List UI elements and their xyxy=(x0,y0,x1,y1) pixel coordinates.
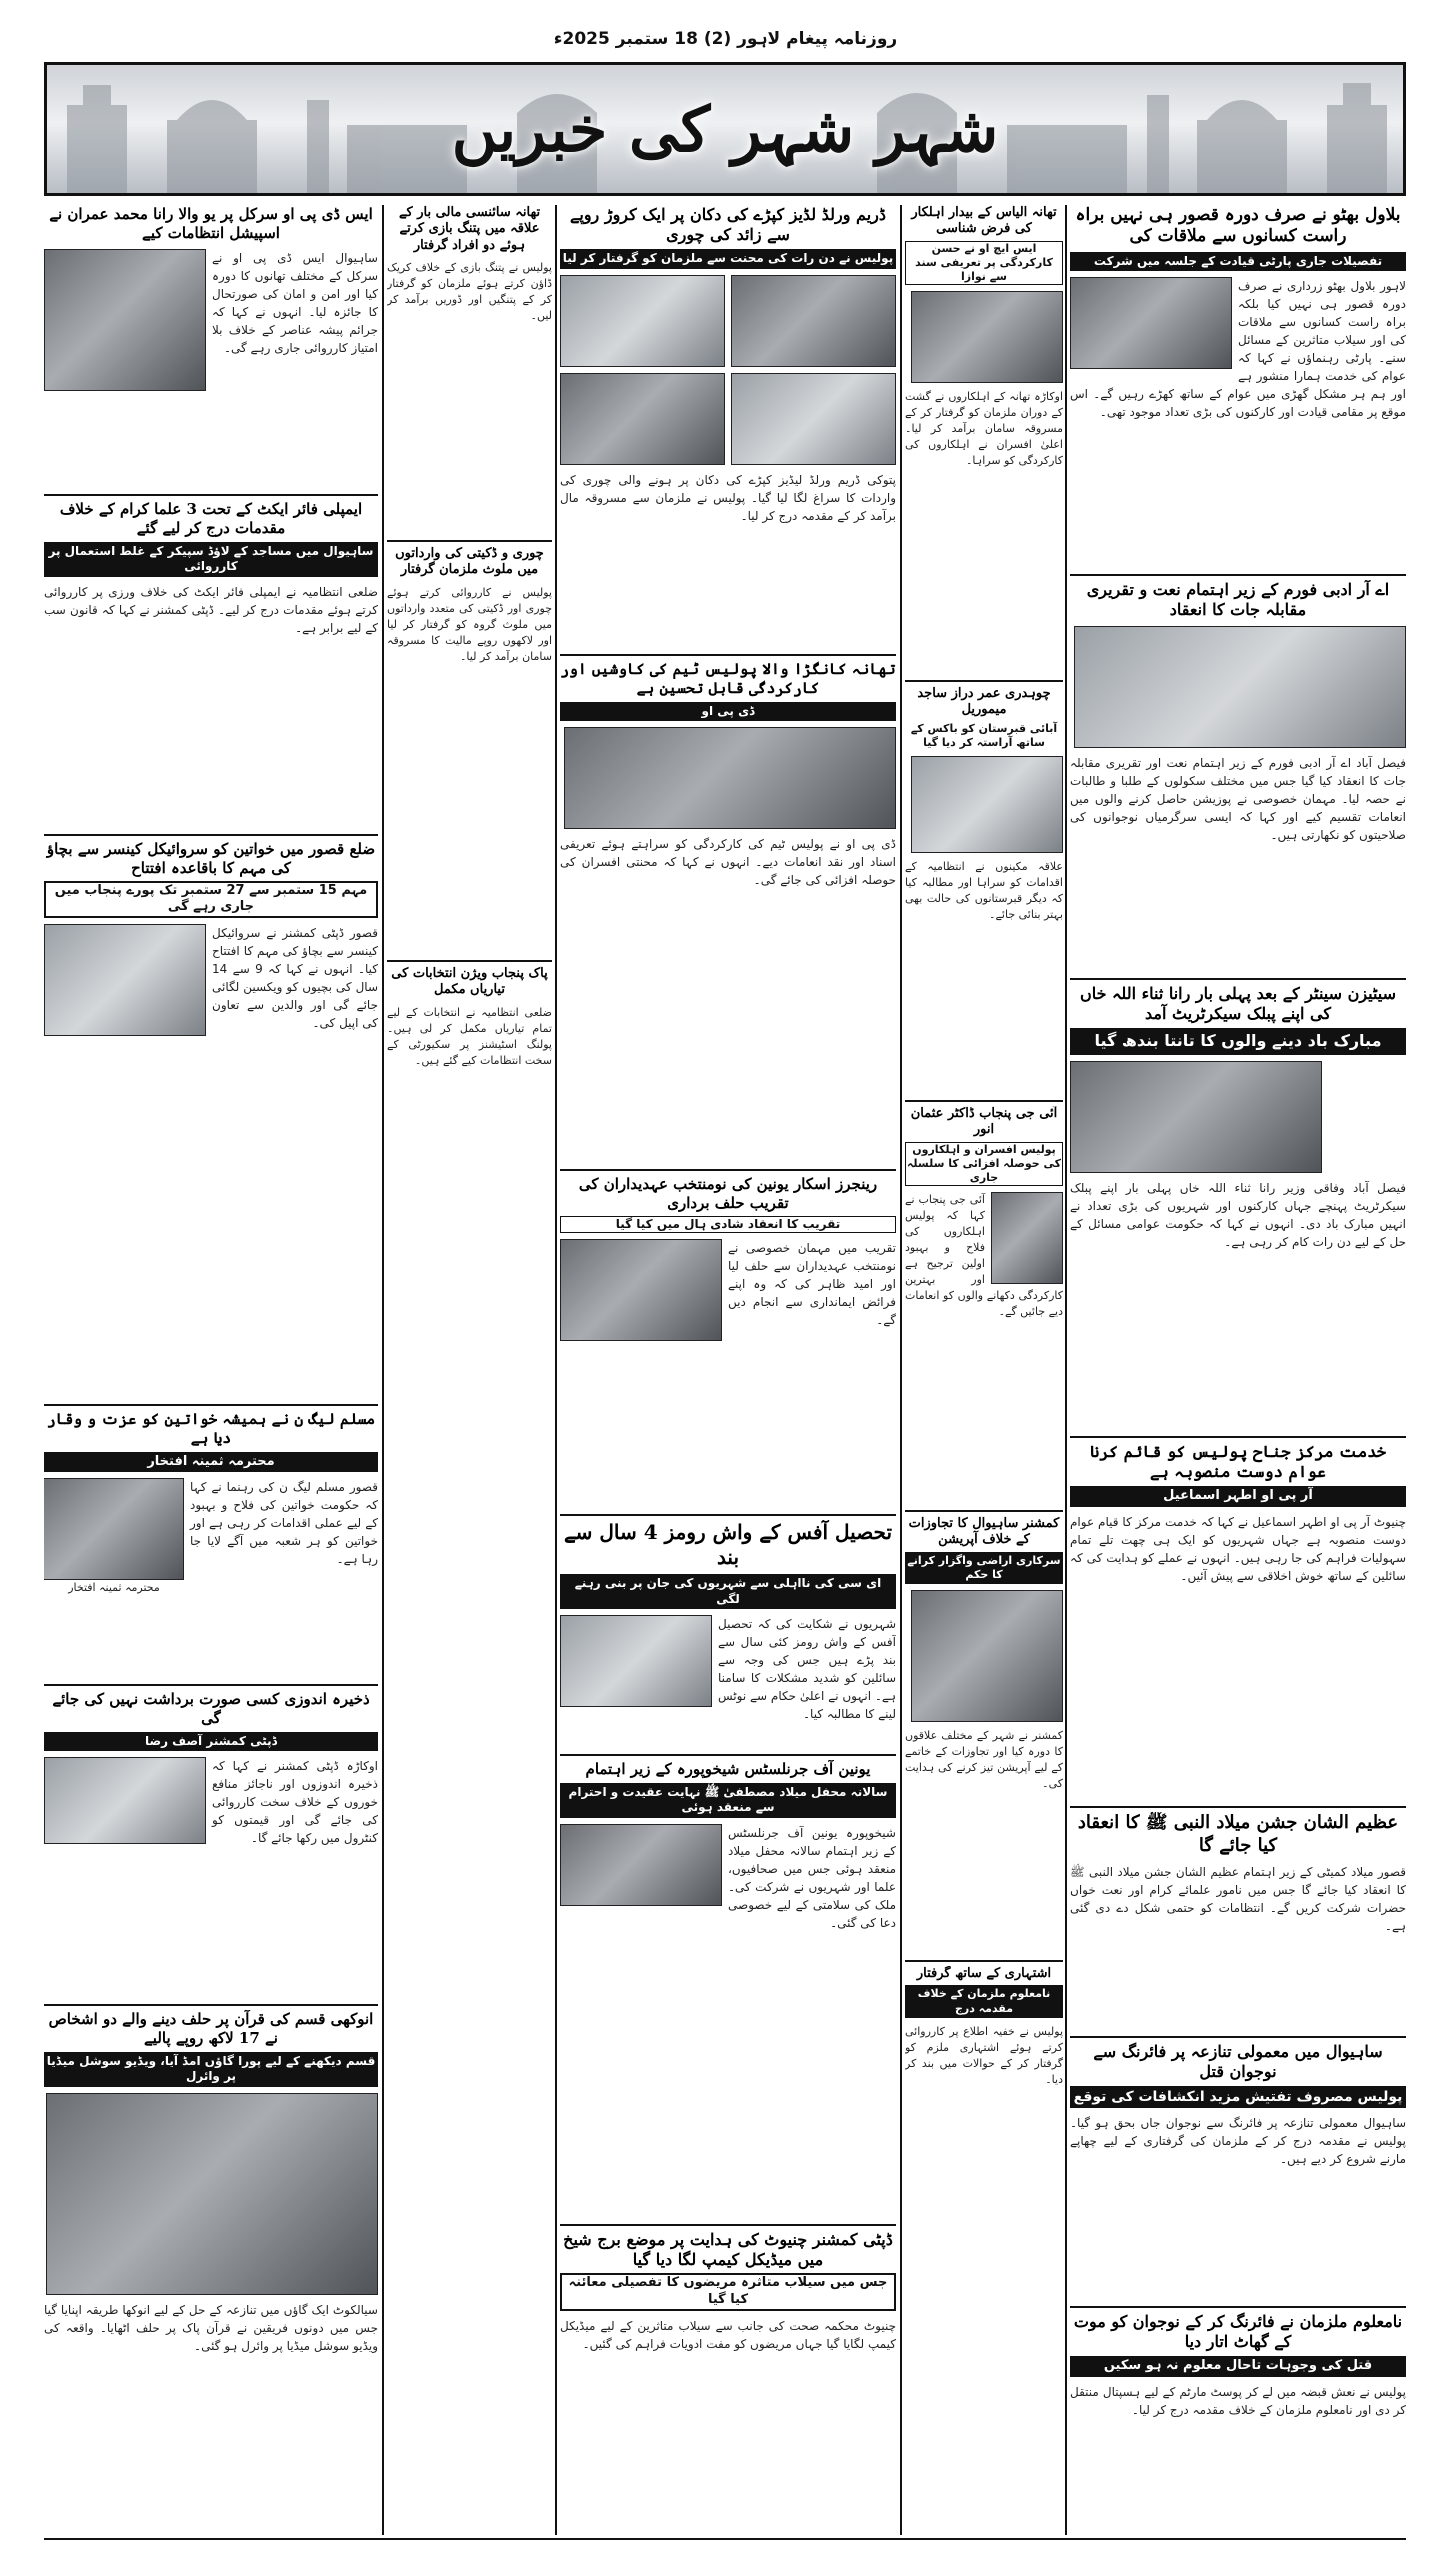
story-divider xyxy=(1070,2036,1406,2038)
column-rule xyxy=(900,205,902,2535)
story-headline: نامعلوم ملزمان نے فائرنگ کر کے نوجوان کو موت کے گھاٹ اتار دیا xyxy=(1073,2312,1403,2351)
story-firing-sahiwal xyxy=(1070,2042,1406,2302)
story-photo xyxy=(44,249,206,391)
story-sdpo xyxy=(44,205,378,490)
story-commissioner xyxy=(905,1516,1063,1956)
story-divider xyxy=(387,540,552,542)
story-thana-ilyas xyxy=(905,205,1063,675)
story-body: قصور میلاد کمیٹی کے زیر اہتمام عظیم الشان جشن میلاد النبی ﷺ کا انعقاد کیا جائے گا جس میں نامور علمائے کرام اور نعت خواں حضرات شرکت کریں گے۔ انتظامات کو حتمی شکل دے دی گئی ہے۔ xyxy=(1070,1865,1406,1933)
story-khidmat-markaz xyxy=(1070,1442,1406,1802)
story-theft-gang xyxy=(387,546,552,956)
story-photo xyxy=(564,727,896,829)
story-body: قصور ڈپٹی کمشنر نے سروائیکل کینسر سے بچاؤ کی مہم کا افتتاح کیا۔ انہوں نے کہا کہ 9 سے 14 سال کی بچیوں کو ویکسین لگائی جائے گی اور والدین سے تعاون کی اپیل کی۔ xyxy=(212,926,378,1031)
story-subhead: سرکاری اراضی واگزار کرانے کا حکم xyxy=(905,1552,1063,1585)
story-rana-sanaullah xyxy=(1070,984,1406,1432)
story-headline: چوہدری عمر دراز ساجد میموریل xyxy=(917,686,1051,718)
story-photo xyxy=(911,291,1063,383)
story-subhead: محترمہ ثمینہ افتخار xyxy=(44,1452,378,1473)
story-headline: ذخیرہ اندوزی کسی صورت برداشت نہیں کی جائے گی xyxy=(52,1690,370,1727)
story-divider xyxy=(560,2224,896,2226)
story-tehsil-office xyxy=(560,1520,896,1750)
story-muslim-league xyxy=(44,1410,378,1680)
story-headline: ڈپٹی کمشنر چنیوٹ کی ہدایت پر موضع برج شیخ میں میڈیکل کیمپ لگا دیا گیا xyxy=(563,2230,893,2269)
story-divider xyxy=(560,1169,896,1171)
story-subhead: سالانہ محفل میلاد مصطفیٰ ﷺ نہایت عقیدت و احترام سے منعقد ہوئی xyxy=(560,1783,896,1818)
story-photo xyxy=(46,2093,378,2295)
story-photo xyxy=(560,1239,722,1341)
story-rangers-union xyxy=(560,1175,896,1510)
column-rule xyxy=(555,205,557,2535)
story-headline: آئی جی پنجاب ڈاکٹر عثمان انور xyxy=(910,1106,1058,1138)
story-divider xyxy=(560,654,896,656)
story-body: اوکاڑہ تھانہ کے اہلکاروں نے گشت کے دوران ملزمان کو گرفتار کر کے مسروقہ سامان برآمد کر لیا۔ اعلیٰ افسران نے اہلکاروں کی کارکردگی کو سراہا۔ xyxy=(905,390,1063,468)
story-body: پولیس نے پتنگ بازی کے خلاف کریک ڈاؤن کرتے ہوئے ملزمان کو گرفتار کر کے پتنگیں اور ڈوریں برآمد کر لیں۔ xyxy=(387,260,552,322)
story-body: ساہیوال معمولی تنازعہ پر فائرنگ سے نوجوان جاں بحق ہو گیا۔ پولیس نے مقدمہ درج کر کے ملزمان کی گرفتاری کے لیے چھاپے مارنے شروع کر دیے ہیں۔ xyxy=(1070,2116,1406,2167)
story-photo xyxy=(560,373,725,465)
story-body: ضلعی انتظامیہ نے ایمپلی فائر ایکٹ کی خلاف ورزی پر کارروائی کرتے ہوئے مقدمات درج کر لیے۔ ڈپٹی کمشنر نے کہا کہ قانون سب کے لیے برابر ہے۔ xyxy=(44,584,378,635)
story-headline: تھانہ کانگڑا والا پولیس ٹیم کی کاوشیں اور کارکردگی قابل تحسین ہے xyxy=(560,660,896,697)
story-body: پتوکی ڈریم ورلڈ لیڈیز کپڑے کی دکان پر ہونے والی چوری کی واردات کا سراغ لگا لیا گیا۔ پولیس نے ملزمان سے مسروقہ مال برآمد کر کے مقدمہ درج کر لیا۔ xyxy=(560,472,896,523)
story-subhead: پولیس افسران و اہلکاروں کی حوصلہ افزائی کا سلسلہ جاری xyxy=(905,1142,1063,1187)
story-headline: خدمت مرکز جناح پولیس کو قائم کرنا عوام دوست منصوبہ ہے xyxy=(1090,1442,1386,1481)
story-photo xyxy=(1070,277,1232,369)
story-divider xyxy=(905,1100,1063,1102)
story-subhead: ایس ایچ او نے حسن کارکردگی پر تعریفی سند سے نوازا xyxy=(905,241,1063,286)
story-photo xyxy=(44,1757,206,1844)
story-headline: مسلم لیگ ن نے ہمیشہ خواتین کو عزت و وقار دیا ہے xyxy=(46,1410,376,1447)
story-ishtehari xyxy=(905,1966,1063,2534)
story-subhead: تقریب کا انعقاد شادی ہال میں کیا گیا xyxy=(560,1216,896,1234)
story-divider xyxy=(44,1684,378,1686)
story-ar-adabi-forum xyxy=(1070,580,1406,975)
story-headline: پاک پنجاب ویژن انتخابات کی تیاریاں مکمل xyxy=(391,966,548,998)
story-body: چنیوٹ آر پی او اطہر اسماعیل نے کہا کہ خدمت مرکز کا قیام عوام دوست منصوبہ ہے جہاں شہریوں کو ایک ہی چھت تلے تمام سہولیات فراہم کی جا رہی ہیں۔ انہوں نے عملے کو ہدایت کی کہ سائلین کے ساتھ خوش اخلاقی سے پیش آئیں۔ xyxy=(1070,1514,1406,1583)
story-photo xyxy=(991,1192,1063,1284)
story-photo xyxy=(560,1824,722,1906)
story-kite-flying xyxy=(387,205,552,535)
story-subhead: جس میں سیلاب متاثرہ مریضوں کا تفصیلی معائنہ کیا گیا xyxy=(560,2273,896,2311)
story-body: پولیس نے نعش قبضہ میں لے کر پوسٹ مارٹم کے لیے ہسپتال منتقل کر دی اور نامعلوم ملزمان کے خلاف مقدمہ درج کر لیا۔ xyxy=(1070,2384,1406,2417)
story-subhead: تفصیلات جاری پارٹی قیادت کے جلسہ میں شرکت xyxy=(1070,252,1406,272)
story-medical-camp xyxy=(560,2230,896,2534)
story-photo xyxy=(1074,626,1406,748)
story-body: فیصل آباد وفاقی وزیر رانا ثناء اللہ خاں پہلی بار اپنے پبلک سیکرٹریٹ پہنچے جہاں کارکنوں اور شہریوں کی بڑی تعداد نے انہیں مبارک باد دی۔ انہوں نے کہا کہ حکومت عوامی مسائل کے حل کے لیے دن رات کام کر رہی ہے۔ xyxy=(1070,1180,1406,1249)
masthead-title: شہر شہر کی خبریں xyxy=(451,93,999,166)
story-body: آئی جی پنجاب نے کہا کہ پولیس اہلکاروں کی فلاح و بہبود اولین ترجیح ہے اور بہترین کارکردگی دکھانے والوں کو انعامات دیے جائیں گے۔ xyxy=(905,1193,1063,1319)
story-body: فیصل آباد اے آر ادبی فورم کے زیر اہتمام نعت اور تقریری مقابلہ جات کا انعقاد کیا گیا جس میں مختلف سکولوں کے طلبا و طالبات نے حصہ لیا۔ مہمان خصوصی نے پوزیشن حاصل کرنے والوں میں انعامات تقسیم کیے اور کہا کہ ایسی سرگرمیاں نوجوانوں کی صلاحیتوں کو نکھارتی ہیں۔ xyxy=(1070,756,1406,842)
story-headline: تھانہ الیاس کے بیدار اہلکار کی فرض شناسی xyxy=(911,205,1057,237)
story-body: کمشنر نے شہر کے مختلف علاقوں کا دورہ کیا اور تجاوزات کے خاتمے کے لیے آپریشن تیز کرنے کی ہدایت کی۔ xyxy=(905,1729,1063,1791)
story-headline: ڈریم ورلڈ لڈیز کپڑے کی دکان پر ایک کروڑ روپے سے زائد کی چوری xyxy=(569,205,886,244)
story-headline: سیٹیزن سینٹر کے بعد پہلی بار رانا ثناء اللہ خاں کی اپنے پبلک سیکرٹریٹ آمد xyxy=(1079,984,1397,1023)
story-body: شہریوں نے شکایت کی کہ تحصیل آفس کے واش رومز کئی سال سے بند پڑے ہیں جس کی وجہ سے سائلین کو شدید مشکلات کا سامنا ہے۔ انہوں نے اعلیٰ حکام سے نوٹس لینے کا مطالبہ کیا۔ xyxy=(718,1617,896,1722)
story-union-journalists xyxy=(560,1760,896,2220)
story-subhead: ڈپٹی کمشنر آصف رضا xyxy=(44,1732,378,1752)
story-cervical-cancer xyxy=(44,840,378,1400)
story-milad xyxy=(1070,1812,1406,2032)
story-bilawal xyxy=(1070,205,1406,570)
story-divider xyxy=(1070,978,1406,980)
story-photo xyxy=(560,275,725,367)
story-headline: اشتہاری کے ساتھ گرفتار xyxy=(916,1966,1052,1981)
story-photo xyxy=(44,924,206,1036)
story-divider xyxy=(44,834,378,836)
story-headline: بلاول بھٹو نے صرف دورہ قصور ہی نہیں براہ راست کسانوں سے ملاقات کی xyxy=(1075,205,1401,247)
story-headline: تھانہ سائنسی مالی بار کے علاقہ میں پتنگ بازی کرتے ہوئے دو افراد گرفتار xyxy=(398,205,541,253)
story-divider xyxy=(1070,2306,1406,2308)
story-body: اوکاڑہ ڈپٹی کمشنر نے کہا کہ ذخیرہ اندوزوں اور ناجائز منافع خوروں کے خلاف سخت کارروائی کی جائے گی اور قیمتوں کو کنٹرول میں رکھا جائے گا۔ xyxy=(212,1759,378,1846)
story-quran-oath xyxy=(44,2010,378,2534)
story-divider xyxy=(387,960,552,962)
story-headline: عظیم الشان جشن میلاد النبی ﷺ کا انعقاد کیا جائے گا xyxy=(1077,1812,1399,1856)
story-photo xyxy=(560,1615,712,1707)
story-photo xyxy=(911,1590,1063,1722)
story-divider xyxy=(1070,1436,1406,1438)
story-chaudhry-memorial xyxy=(905,686,1063,1096)
story-body: علاقہ مکینوں نے انتظامیہ کے اقدامات کو سراہا اور مطالبہ کیا کہ دیگر قبرستانوں کی حالت بھی بہتر بنائی جائے۔ xyxy=(905,860,1063,922)
story-headline: رینجرز اسکار یونین کی نومنتخب عہدیداران کی تقریب حلف برداری xyxy=(578,1175,878,1212)
story-subhead: ای سی کی نااہلی سے شہریوں کی جان پر بنی رہنے لگی xyxy=(560,1574,896,1609)
story-headline: ضلع قصور میں خواتین کو سروائیکل کینسر سے بچاؤ کی مہم کا باقاعدہ افتتاح xyxy=(46,840,376,877)
story-subhead: نامعلوم ملزمان کے خلاف مقدمہ درج xyxy=(905,1985,1063,2018)
story-headline: تحصیل آفس کے واش رومز 4 سال سے بند xyxy=(563,1520,893,1569)
story-hoarding xyxy=(44,1690,378,2000)
story-headline: ساہیوال میں معمولی تنازعہ پر فائرنگ سے نوجوان قتل xyxy=(1093,2042,1383,2081)
portrait-block xyxy=(44,1478,184,1595)
story-divider xyxy=(1070,574,1406,576)
story-subhead: آبائی قبرستان کو باکس کے ساتھ آراستہ کر دیا گیا xyxy=(910,721,1058,749)
story-body: چنیوٹ محکمہ صحت کی جانب سے سیلاب متاثرین کے لیے میڈیکل کیمپ لگایا گیا جہاں مریضوں کو مفت ادویات فراہم کی گئیں۔ xyxy=(560,2318,896,2351)
story-body: پولیس نے کارروائی کرتے ہوئے چوری اور ڈکیتی کی متعدد وارداتوں میں ملوث گروہ کو گرفتار کر لیا اور لاکھوں روپے مالیت کا مسروقہ سامان برآمد کر لیا۔ xyxy=(387,585,552,663)
column-rule xyxy=(1065,205,1067,2535)
story-pak-punjab xyxy=(387,966,552,2534)
story-divider xyxy=(1070,1806,1406,1808)
story-body: پولیس نے خفیہ اطلاع پر کارروائی کرتے ہوئے اشتہاری ملزم کو گرفتار کر کے حوالات میں بند کر دیا۔ xyxy=(905,2024,1063,2086)
story-divider xyxy=(905,1960,1063,1962)
story-body: تقریب میں مہمان خصوصی نے نومنتخب عہدیداران سے حلف لیا اور امید ظاہر کی کہ وہ اپنے فرائض ایمانداری سے انجام دیں گے۔ xyxy=(728,1241,896,1328)
story-body: سیالکوٹ ایک گاؤں میں تنازعہ کے حل کے لیے انوکھا طریقہ اپنایا گیا جس میں دونوں فریقین نے قرآن پاک پر حلف اٹھایا۔ واقعہ کی ویڈیو سوشل میڈیا پر وائرل ہو گئی۔ xyxy=(44,2302,378,2353)
story-headline: یونین آف جرنلسٹس شیخوپورہ کے زیر اہتمام xyxy=(585,1760,871,1778)
story-body: ڈی پی او نے پولیس ٹیم کی کارکردگی کو سراہتے ہوئے تعریفی اسناد اور نقد انعامات دیے۔ انہوں نے کہا کہ محنتی افسران کی حوصلہ افزائی کی جائے گی۔ xyxy=(560,837,896,888)
story-headline: اے آر ادبی فورم کے زیر اہتمام نعت و تقریری مقابلہ جات کا انعقاد xyxy=(1086,580,1390,619)
story-subhead: آر پی او اطہر اسماعیل xyxy=(1070,1486,1406,1507)
story-body: ضلعی انتظامیہ نے انتخابات کے لیے تمام تیاریاں مکمل کر لی ہیں۔ پولنگ اسٹیشنز پر سکیورٹی کے سخت انتظامات کیے گئے ہیں۔ xyxy=(387,1005,552,1067)
photo-grid xyxy=(560,373,896,465)
story-body: ساہیوال ایس ڈی پی او نے سرکل کے مختلف تھانوں کا دورہ کیا اور امن و امان کی صورتحال کا جائزہ لیا۔ انہوں نے کہا کہ جرائم پیشہ عناصر کے خلاف بلا امتیاز کارروائی جاری رہے گی۔ xyxy=(212,250,378,355)
story-divider xyxy=(560,1754,896,1756)
masthead xyxy=(44,62,1406,196)
story-body: لاہور بلاول بھٹو زرداری نے صرف دورہ قصور ہی نہیں کیا بلکہ براہ راست کسانوں سے ملاقات کی اور سیلاب متاثرین کے مسائل سنے۔ پارٹی رہنماؤں نے کہا کہ عوام کی خدمت ہمارا منشور ہے اور ہم ہر مشکل گھڑی میں عوام کے ساتھ کھڑے رہیں گے۔ اس موقع پر مقامی قیادت اور کارکنوں کی بڑی تعداد موجود تھی۔ xyxy=(1070,279,1406,420)
story-photo xyxy=(1070,1061,1322,1173)
story-ig-punjab xyxy=(905,1106,1063,1506)
story-divider xyxy=(44,2004,378,2006)
story-divider xyxy=(560,1514,896,1516)
story-divider xyxy=(44,1404,378,1406)
story-subhead: پولیس نے دن رات کی محنت سے ملزمان کو گرفتار کر لیا xyxy=(560,249,896,269)
story-body: قصور مسلم لیگ ن کی رہنما نے کہا کہ حکومت خواتین کی فلاح و بہبود کے لیے عملی اقدامات کر رہی ہے اور خواتین کو ہر شعبہ میں آگے لایا جا رہا ہے۔ xyxy=(190,1480,378,1567)
page-bottom-rule xyxy=(44,2538,1406,2540)
column-rule xyxy=(382,205,384,2535)
story-photo xyxy=(731,373,896,465)
photo-caption: محترمہ ثمینہ افتخار xyxy=(68,1581,160,1595)
story-divider xyxy=(905,1510,1063,1512)
story-divider xyxy=(44,494,378,496)
photo-grid xyxy=(560,275,896,367)
story-amplifier-act xyxy=(44,500,378,830)
story-headline: چوری و ڈکیتی کی وارداتوں میں ملوث ملزمان گرفتار xyxy=(395,546,544,578)
story-kangra-wala xyxy=(560,660,896,1165)
story-divider xyxy=(905,680,1063,682)
story-headline: انوکھی قسم کی قرآن پر حلف دینے والے دو اشخاص نے 17 لاکھ روپے پالیے xyxy=(48,2010,374,2047)
story-headline: کمشنر ساہیوال کا تجاوزات کے خلاف آپریشن xyxy=(908,1516,1060,1548)
story-subhead: قتل کی وجوہات تاحال معلوم نہ ہو سکیں xyxy=(1070,2356,1406,2377)
story-photo xyxy=(731,275,896,367)
story-dream-world xyxy=(560,205,896,650)
story-subhead: قسم دیکھنے کے لیے پورا گاؤں امڈ آیا، ویڈیو سوشل میڈیا پر وائرل xyxy=(44,2052,378,2087)
story-subhead: مہم 15 ستمبر سے 27 ستمبر تک پورے پنجاب میں جاری رہے گی xyxy=(44,881,378,919)
portrait-photo xyxy=(44,1478,184,1580)
story-subhead: ساہیوال میں مساجد کے لاؤڈ سپیکر کے غلط استعمال پر کارروائی xyxy=(44,542,378,577)
story-photo xyxy=(911,756,1063,853)
story-headline: ایمپلی فائر ایکٹ کے تحت 3 علما کرام کے خلاف مقدمات درج کر لیے گئے xyxy=(59,500,363,537)
story-headline: ایس ڈی پی او سرکل پر یو والا رانا محمد عمران نے اسپیشل انتظامات کیے xyxy=(49,205,373,242)
story-body: شیخوپورہ یونین آف جرنلسٹس کے زیر اہتمام سالانہ محفل میلاد منعقد ہوئی جس میں صحافیوں، علما اور شہریوں نے شرکت کی۔ ملک کی سلامتی کے لیے خصوصی دعا کی گئی۔ xyxy=(728,1825,896,1930)
story-subhead: مبارک باد دینے والوں کا تانتا بندھ گیا xyxy=(1070,1028,1406,1055)
dateline: روزنامہ پیغام لاہور (2) 18 ستمبر 2025ء xyxy=(553,29,898,49)
story-unknown-firing xyxy=(1070,2312,1406,2534)
story-subhead: ڈی پی او xyxy=(560,702,896,722)
story-subhead: پولیس مصروف تفتیش مزید انکشافات کی توقع xyxy=(1070,2086,1406,2108)
